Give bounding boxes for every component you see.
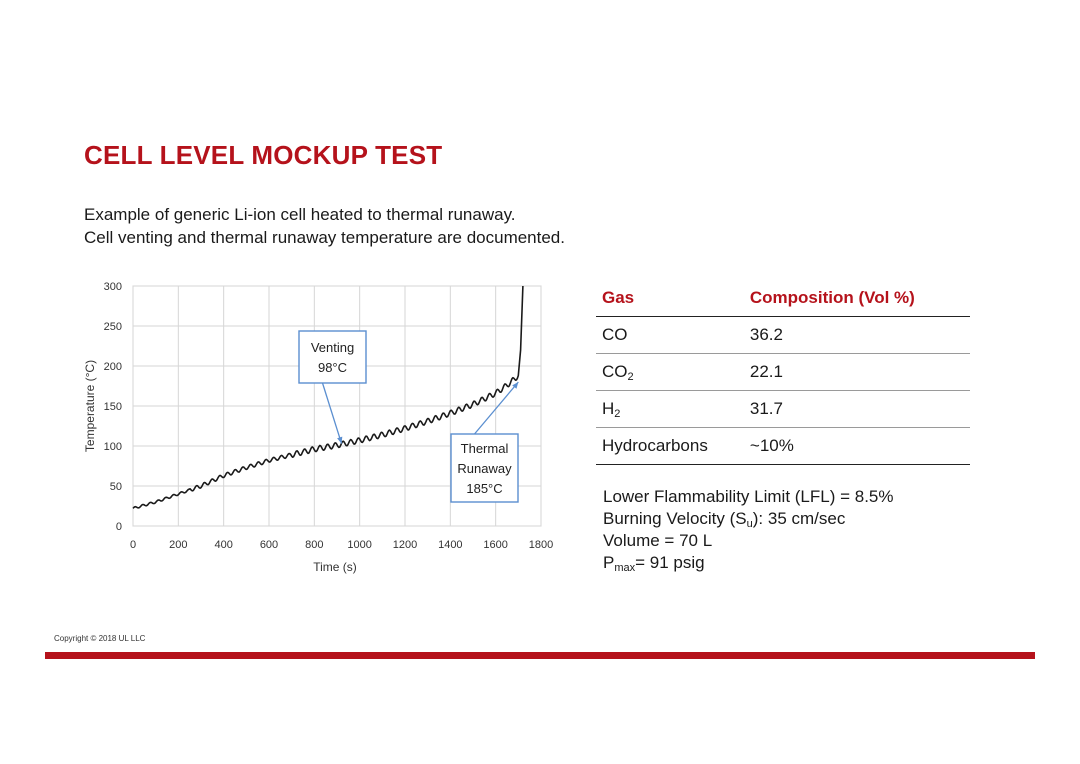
slide-title: CELL LEVEL MOCKUP TEST	[84, 140, 443, 170]
annotation-text: 98°C	[317, 360, 348, 375]
annotation-box	[299, 331, 366, 383]
value-cell: 31.7	[744, 391, 970, 428]
x-axis-label: Time (s)	[313, 560, 357, 574]
value-cell: ~10%	[744, 428, 970, 465]
gas-cell: Hydrocarbons	[596, 428, 744, 465]
x-tick-label: 1800	[528, 539, 554, 551]
pmax-text: $P_{max}= 91$ psig	[603, 553, 705, 574]
y-axis-label: Temperature (°C)	[83, 359, 97, 453]
table-row	[596, 354, 970, 391]
table-row	[596, 428, 970, 465]
arrow-head-icon	[337, 437, 342, 444]
gas-cell: CO	[596, 317, 744, 354]
x-tick-label: 600	[259, 539, 279, 551]
annotation-callout	[299, 331, 366, 444]
copyright-text: Copyright © 2018 UL LLC	[54, 634, 146, 643]
gas-cell: $CO_2$	[596, 354, 744, 391]
annotation-text: Runaway	[457, 461, 512, 476]
gas-cell: $H_2$	[596, 391, 744, 428]
header-gas: Gas	[596, 280, 744, 317]
gas-composition-table	[596, 280, 970, 465]
x-tick-label: 200	[169, 539, 188, 551]
annotation-text: Venting	[310, 340, 355, 355]
table-row	[596, 317, 970, 354]
y-tick-label: 250	[103, 321, 122, 333]
table-header-row	[596, 280, 970, 317]
x-tick-label: 1200	[392, 539, 418, 551]
temperature-chart	[74, 276, 554, 582]
footer-accent-bar	[45, 652, 1035, 659]
annotation-arrow	[323, 383, 342, 444]
x-tick-label: 1400	[438, 539, 463, 551]
value-cell: 36.2	[744, 317, 970, 354]
volume-text: Volume = 70 L	[603, 531, 713, 550]
y-tick-label: 0	[115, 521, 122, 533]
properties-list	[603, 486, 894, 574]
x-tick-label: 0	[129, 539, 137, 551]
x-tick-label: 800	[305, 539, 324, 551]
annotation-text: Thermal	[460, 441, 509, 456]
header-composition: Composition (Vol %)	[744, 280, 970, 317]
value-cell: 22.1	[744, 354, 970, 391]
table-row	[596, 391, 970, 428]
y-tick-label: 50	[109, 481, 122, 493]
y-tick-label: 100	[103, 441, 122, 453]
x-tick-label: 1000	[347, 539, 372, 551]
y-tick-label: 200	[103, 361, 122, 373]
y-tick-label: 150	[103, 401, 122, 413]
annotation-text: 185°C	[466, 481, 503, 496]
x-tick-label: 1600	[483, 539, 508, 551]
x-tick-label: 400	[214, 539, 233, 551]
y-tick-label: 300	[103, 281, 122, 293]
burning-velocity-text: Burning Velocity $(S_u)$: 35 cm/sec	[603, 509, 846, 530]
subtitle-line-2: Cell venting and thermal runaway temperature are documented.	[84, 228, 565, 247]
lfl-text: Lower Flammability Limit (LFL) = 8.5%	[603, 487, 894, 506]
subtitle-line-1: Example of generic Li-ion cell heated to thermal runaway.	[84, 205, 516, 224]
slide-subtitle	[84, 203, 565, 249]
